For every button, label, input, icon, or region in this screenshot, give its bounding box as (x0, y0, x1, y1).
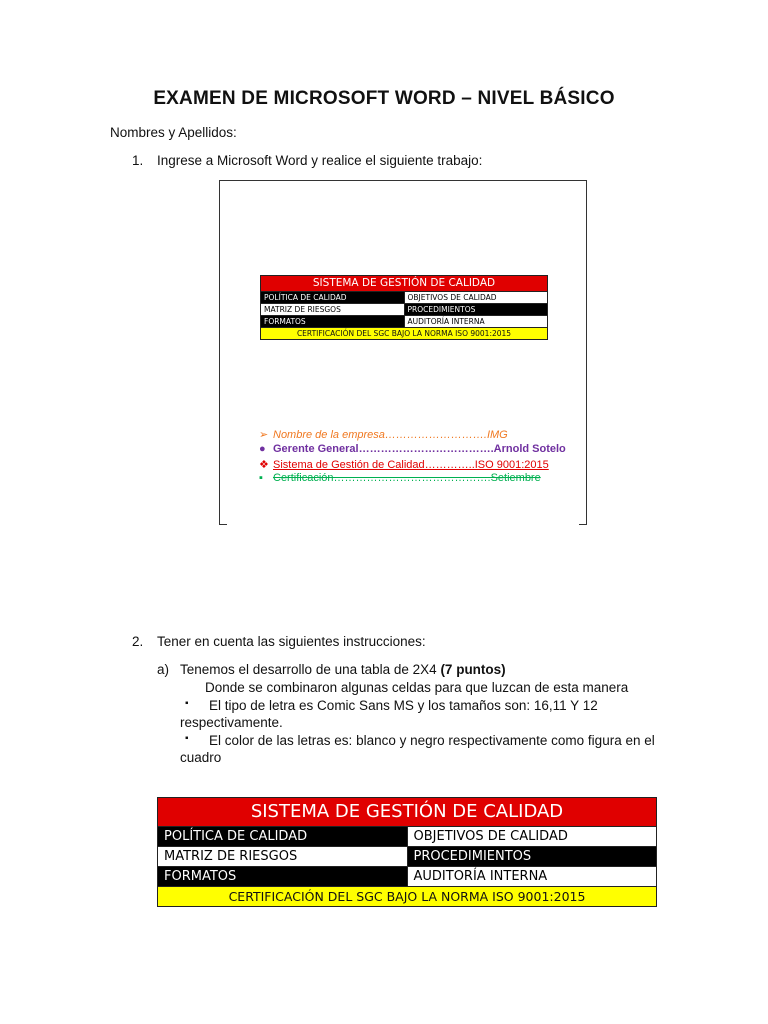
table-cell: AUDITORÍA INTERNA (404, 316, 548, 327)
item-1-text: Ingrese a Microsoft Word y realice el siguiente trabajo: (157, 153, 483, 168)
names-label: Nombres y Apellidos: (110, 125, 237, 140)
item-2-number: 2. (132, 634, 144, 649)
table-row (261, 304, 547, 316)
sub-bullet-text: El tipo de letra es Comic Sans MS y los tamaños son: 16,11 Y 12 (209, 698, 598, 713)
table-row (158, 867, 656, 887)
sub-bullet-text: Donde se combinaron algunas celdas para que luzcan de esta manera (205, 680, 629, 695)
table-cell: PROCEDIMIENTOS (407, 847, 657, 866)
large-table-footer: CERTIFICACIÓN DEL SGC BAJO LA NORMA ISO 9001:2015 (158, 887, 656, 906)
square-bullet-icon: ▪ (259, 472, 263, 484)
table-row (158, 827, 656, 847)
sub-bullet-text: El color de las letras es: blanco y negro respectivamente como figura en el (209, 733, 655, 748)
sub-bullet-text: cuadro (180, 750, 222, 765)
list-item (259, 472, 541, 484)
list-item (259, 443, 566, 455)
large-quality-table (157, 797, 657, 907)
table-cell: OBJETIVOS DE CALIDAD (407, 827, 657, 846)
small-table-footer: CERTIFICACIÓN DEL SGC BAJO LA NORMA ISO 9001:2015 (261, 328, 547, 339)
list-item-text: Gerente General……………………………….Arnold Sotelo (273, 443, 566, 455)
arrow-bullet-icon: ➢ (259, 429, 269, 441)
large-table-header: SISTEMA DE GESTIÓN DE CALIDAD (158, 798, 656, 827)
table-cell: MATRIZ DE RIESGOS (261, 304, 404, 315)
list-item-text: Certificación…………………………………….Setiembre (273, 472, 541, 484)
list-item (259, 428, 508, 441)
square-bullet-icon: ▪ (185, 698, 189, 709)
small-table-header: SISTEMA DE GESTIÓN DE CALIDAD (261, 276, 547, 292)
table-cell: OBJETIVOS DE CALIDAD (404, 292, 548, 303)
item-a-label: a) (157, 662, 170, 677)
diamond-bullet-icon: ❖ (259, 459, 269, 471)
table-cell: PROCEDIMIENTOS (404, 304, 548, 315)
table-cell: MATRIZ DE RIESGOS (158, 847, 407, 866)
small-quality-table (260, 275, 548, 340)
list-item (259, 458, 549, 471)
item-a-text: Tenemos el desarrollo de una tabla de 2X4 (180, 662, 437, 677)
table-row (261, 316, 547, 328)
list-item-text: Sistema de Gestión de Calidad…………..ISO 9001:2015 (273, 459, 549, 471)
list-item-text: Nombre de la empresa……………………….IMG (273, 429, 508, 441)
sub-bullet-text: respectivamente. (180, 715, 283, 730)
item-2-text: Tener en cuenta las siguientes instrucciones: (157, 634, 426, 649)
table-cell: POLÍTICA DE CALIDAD (158, 827, 407, 846)
table-cell: POLÍTICA DE CALIDAD (261, 292, 404, 303)
item-a-points: (7 puntos) (440, 662, 506, 677)
table-cell: AUDITORÍA INTERNA (407, 867, 657, 886)
table-cell: FORMATOS (261, 316, 404, 327)
table-cell: FORMATOS (158, 867, 407, 886)
page-title: EXAMEN DE MICROSOFT WORD – NIVEL BÁSICO (153, 88, 615, 109)
item-1-number: 1. (132, 153, 144, 168)
table-row (261, 292, 547, 304)
dot-bullet-icon: ● (259, 443, 266, 455)
table-row (158, 847, 656, 867)
item-a-line (180, 662, 506, 677)
square-bullet-icon: ▪ (185, 733, 189, 744)
